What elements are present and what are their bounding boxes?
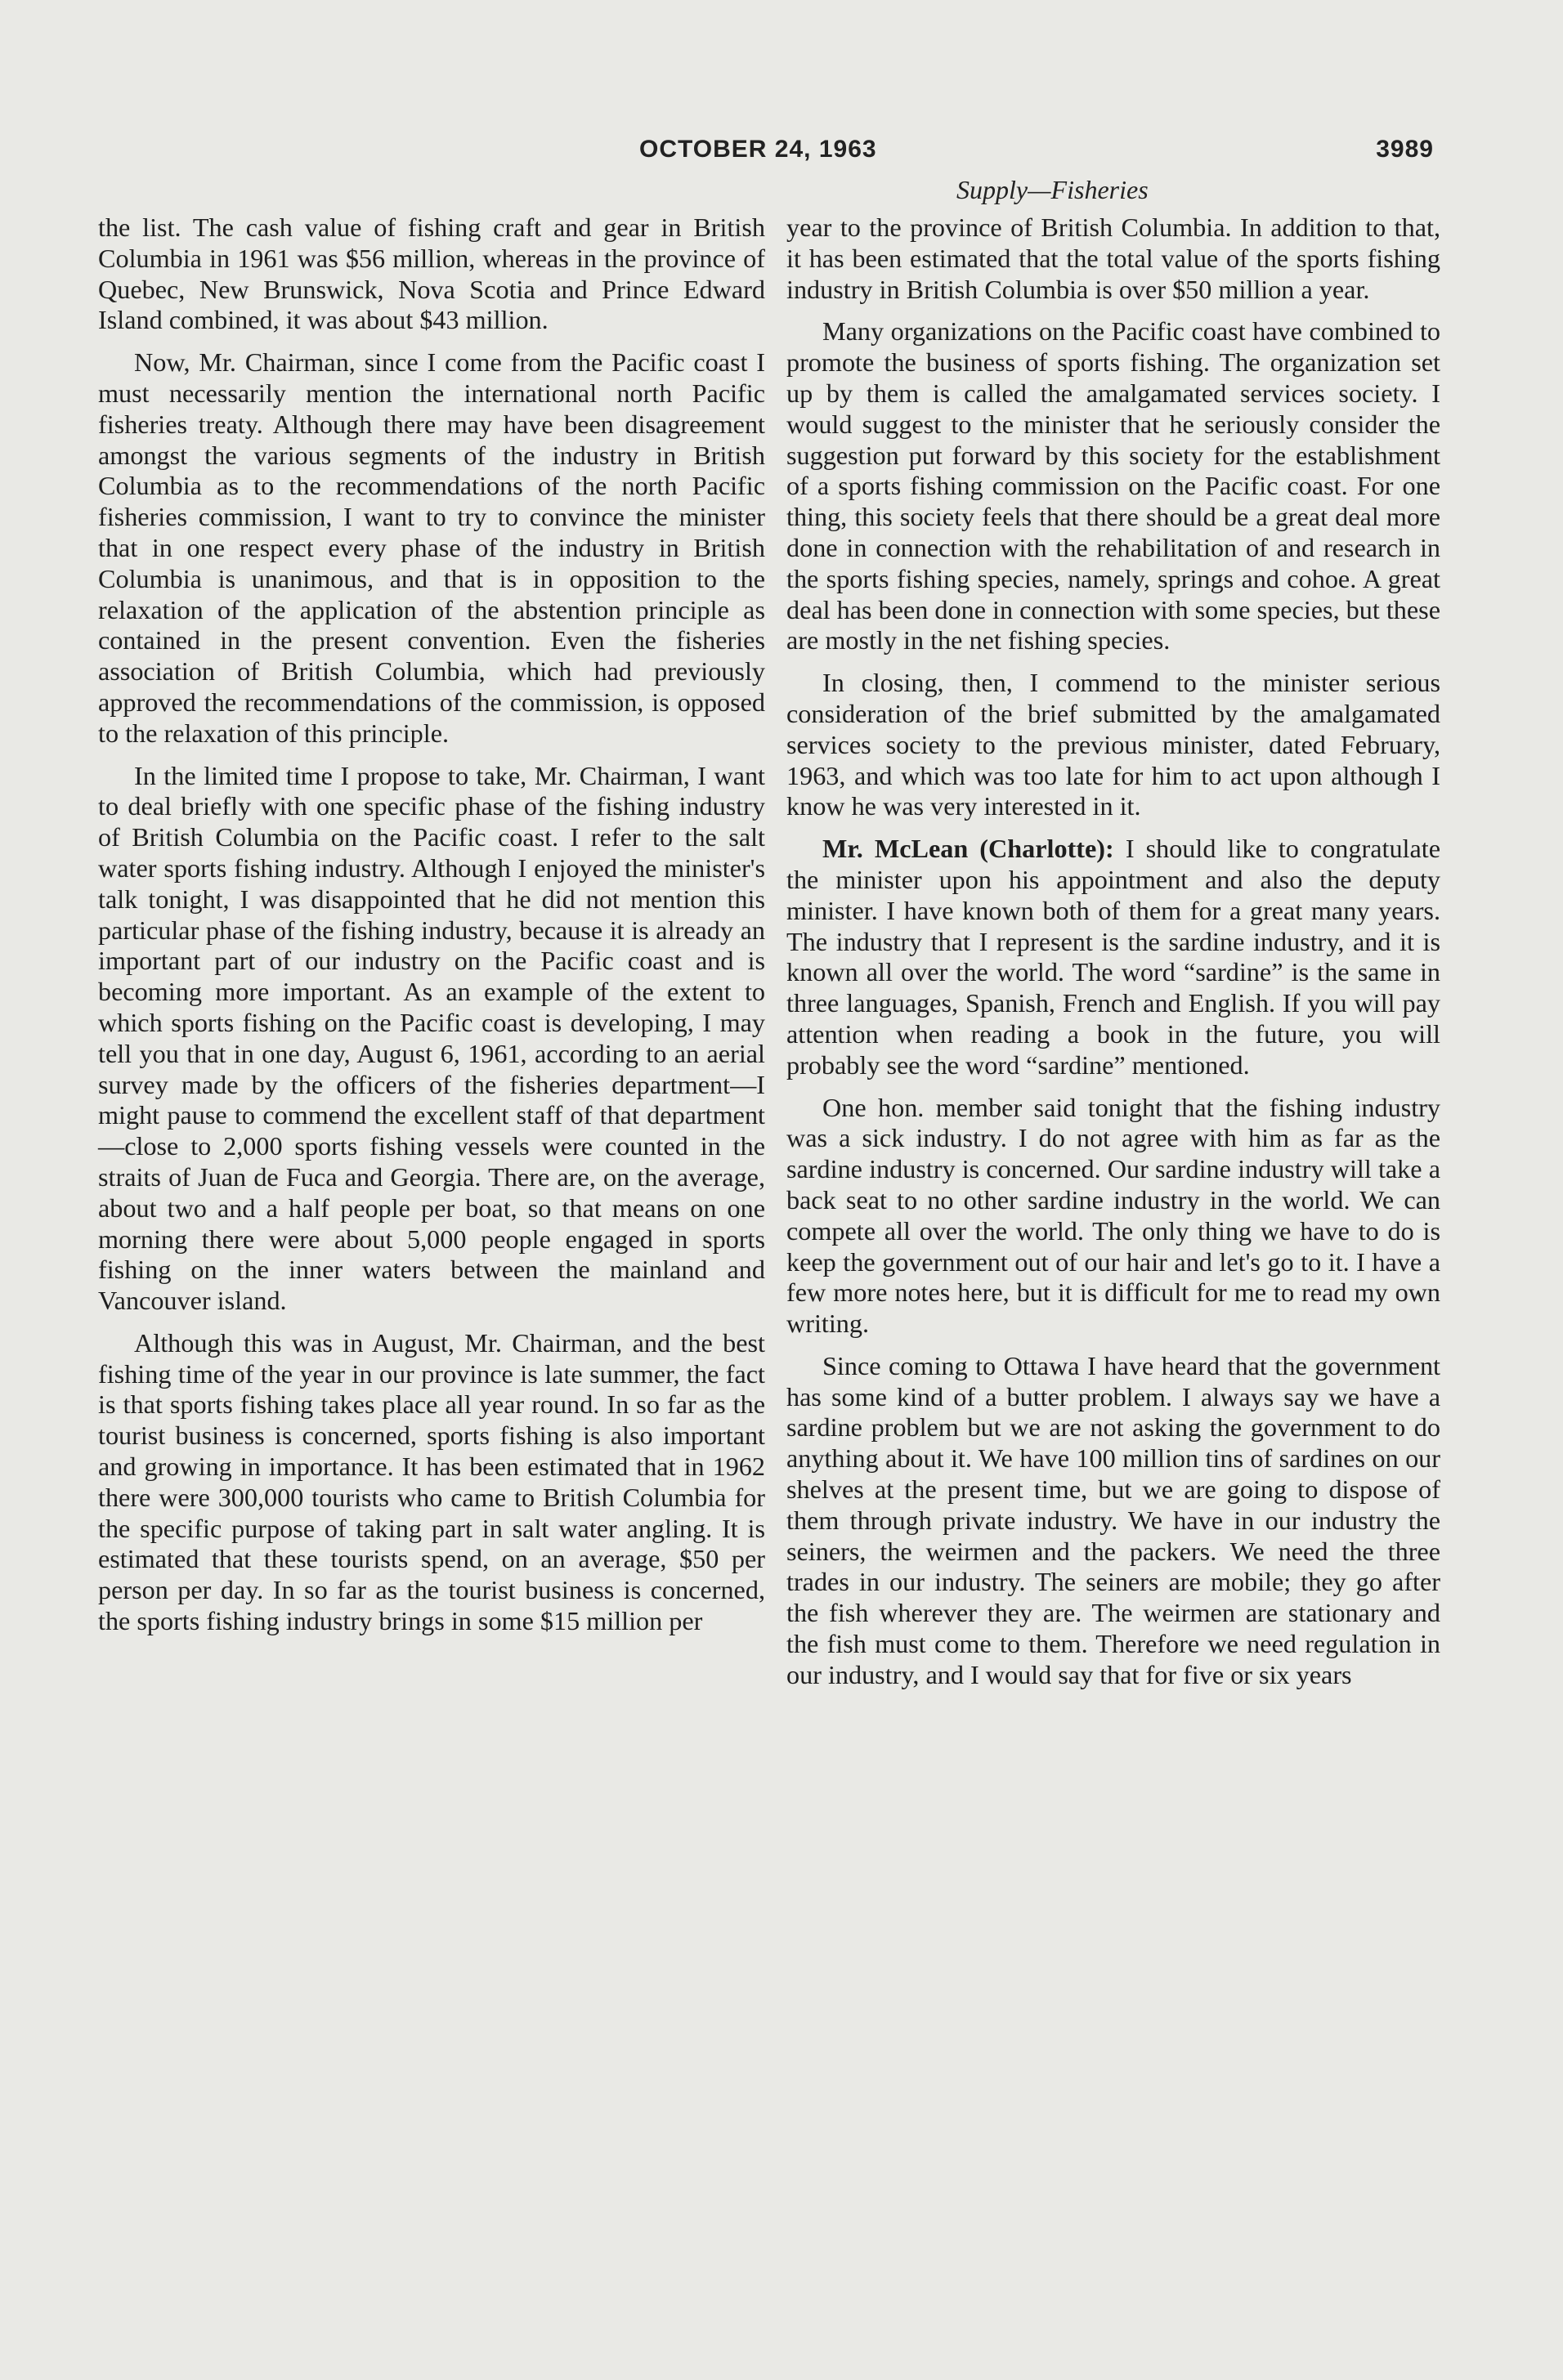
section-title: Supply—Fisheries — [956, 175, 1149, 204]
paragraph: Since coming to Ottawa I have heard that the government has some kind of a butter problem. I always say we have a sardine problem but we are not asking the government to do anything about it. We have 100 million tins of sardines on our shelves at the present time, but we are going to dispose of them through private industry. We have in our industry the seiners, the weirmen and the packers. We need the three trades in our industry. The seiners are mobile; they go after the fish wherever they are. The weirmen are stationary and the fish must come to them. Therefore we need regulation in our industry, and I would say that for five or six years — [786, 1350, 1440, 1689]
speech-text: I should like to congratulate the minister upon his appointment and also the deputy minister. I have known both of them for a great many years. The industry that I represent is the sardine industry, and it is known all over the world. The word “sardine” is the same in three languages, Spanish, French and English. If you will pay attention when reading a book in the future, you will probably see the word “sardine” mentioned. — [786, 834, 1440, 1080]
paragraph: the list. The cash value of fishing craft and gear in British Columbia in 1961 was $56 million, whereas in the province of Quebec, New Brunswick, Nova Scotia and Prince Edward Island combined, it was about $43 million. — [98, 212, 765, 335]
right-column — [786, 212, 1440, 1702]
speaker-paragraph — [786, 834, 1440, 1080]
paragraph: Many organizations on the Pacific coast have combined to promote the business of sports fishing. The organization set up by them is called the amalgamated services society. I would suggest to the minister that he seriously consider the suggestion put forward by this society for the establishment of a sports fishing commission on the Pacific coast. For one thing, this society feels that there should be a great deal more done in connection with the rehabilitation of and research in the sports fishing species, namely, springs and cohoe. A great deal has been done in connection with some species, but these are mostly in the net fishing species. — [786, 316, 1440, 655]
paragraph: Now, Mr. Chairman, since I come from the Pacific coast I must necessarily mention the international north Pacific fisheries treaty. Although there may have been disagreement amongst the various segments of the industry in British Columbia as to the recommendations of the north Pacific fisheries commission, I want to try to convince the minister that in one respect every phase of the industry in British Columbia is unanimous, and that is in opposition to the relaxation of the application of the abstention principle as contained in the present convention. Even the fisheries association of British Columbia, which had previously approved the recommendations of the commission, is opposed to the relaxation of this principle. — [98, 347, 765, 748]
header-date: OCTOBER 24, 1963 — [639, 136, 877, 163]
paragraph: One hon. member said tonight that the fishing industry was a sick industry. I do not agree with him as far as the sardine industry is concerned. Our sardine industry will take a back seat to no other sardine industry in the world. We can compete all over the world. The only thing we have to do is keep the government out of our hair and let's go to it. I have a few more notes here, but it is difficult for me to read my own writing. — [786, 1092, 1440, 1339]
paragraph: year to the province of British Columbia. In addition to that, it has been estimated that the total value of the sports fishing industry in British Columbia is over $50 million a year. — [786, 212, 1440, 304]
page-number: 3989 — [1376, 136, 1434, 163]
left-column — [98, 212, 765, 1649]
page-header — [98, 136, 1439, 168]
speaker-name: Mr. McLean (Charlotte): — [822, 834, 1114, 864]
paragraph: In closing, then, I commend to the minister serious consideration of the brief submitted by the amalgamated services society to the previous minister, dated February, 1963, and which was too late for him to act upon although I know he was very interested in it. — [786, 668, 1440, 821]
paragraph: Although this was in August, Mr. Chairman, and the best fishing time of the year in our province is late summer, the fact is that sports fishing takes place all year round. In so far as the tourist business is concerned, sports fishing is also important and growing in importance. It has been estimated that in 1962 there were 300,000 tourists who came to British Columbia for the specific purpose of taking part in salt water angling. It is estimated that these tourists spend, on an average, $50 per person per day. In so far as the tourist business is concerned, the sports fishing industry brings in some $15 million per — [98, 1327, 765, 1636]
paragraph: In the limited time I propose to take, Mr. Chairman, I want to deal briefly with one specific phase of the fishing industry of British Columbia on the Pacific coast. I refer to the salt water sports fishing industry. Although I enjoyed the minister's talk tonight, I was disappointed that he did not mention this particular phase of the fishing industry, because it is already an important part of our industry on the Pacific coast and is becoming more important. As an example of the extent to which sports fishing on the Pacific coast is developing, I may tell you that in one day, August 6, 1961, according to an aerial survey made by the officers of the fisheries department—I might pause to commend the excellent staff of that department—close to 2,000 sports fishing vessels were counted in the straits of Juan de Fuca and Georgia. There are, on the average, about two and a half people per boat, so that means on one morning there were about 5,000 people engaged in sports fishing on the inner waters between the mainland and Vancouver island. — [98, 760, 765, 1316]
